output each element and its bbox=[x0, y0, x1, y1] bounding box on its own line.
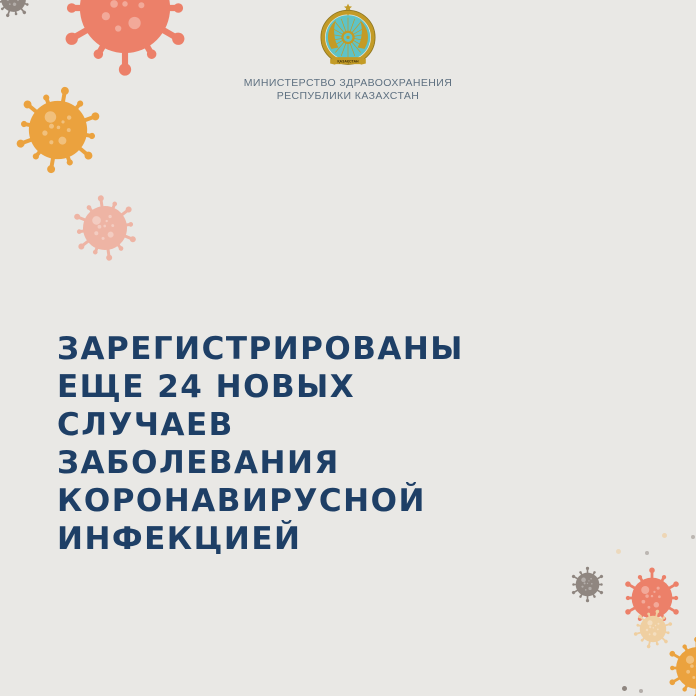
header bbox=[0, 0, 696, 103]
dot-decoration bbox=[616, 549, 621, 554]
dot-decoration bbox=[691, 535, 695, 539]
headline-line: СЛУЧАЕВ bbox=[57, 407, 234, 443]
ministry-name bbox=[0, 77, 696, 103]
headline-line: КОРОНАВИРУСНОЙ bbox=[57, 483, 426, 519]
coronavirus-icon-corner-orange bbox=[659, 630, 696, 696]
headline-line: ИНФЕКЦИЕЙ bbox=[57, 521, 302, 557]
dot-decoration bbox=[662, 533, 667, 538]
kazakhstan-coat-of-arms-icon bbox=[316, 3, 380, 73]
ministry-name-line1: МИНИСТЕРСТВО ЗДРАВООХРАНЕНИЯ bbox=[243, 77, 453, 89]
dot-decoration bbox=[645, 551, 649, 555]
dot-decoration bbox=[639, 689, 643, 693]
headline-line: ЗАРЕГИСТРИРОВАНЫ bbox=[57, 331, 464, 367]
ministry-name-line2: РЕСПУБЛИКИ КАЗАХСТАН bbox=[276, 90, 420, 102]
coronavirus-icon-left-pink bbox=[60, 183, 150, 273]
headline-line: ЕЩЕ 24 НОВЫХ bbox=[57, 369, 356, 405]
headline-line: ЗАБОЛЕВАНИЯ bbox=[57, 445, 340, 481]
dot-decoration bbox=[622, 686, 627, 691]
headline bbox=[57, 330, 464, 558]
coronavirus-icon-bottom-gray bbox=[566, 563, 609, 606]
emblem-banner-text: ҚАЗАҚСТАН bbox=[337, 59, 359, 64]
